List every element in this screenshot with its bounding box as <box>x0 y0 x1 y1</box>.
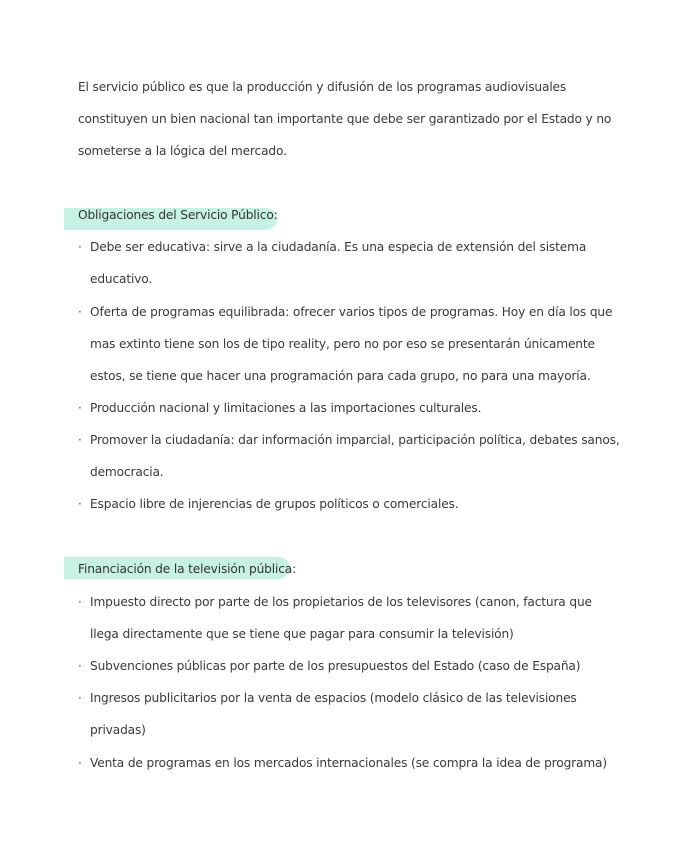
list-item-line: privadas) <box>90 723 146 737</box>
list-item-line: Producción nacional y limitaciones a las importaciones culturales. <box>90 401 482 415</box>
list-item-line: estos, se tiene que hacer una programación para cada grupo, no para una mayoría. <box>90 369 591 383</box>
list-item-line: Subvenciones públicas por parte de los presupuestos del Estado (caso de España) <box>90 659 581 673</box>
list-item-line: Oferta de programas equilibrada: ofrecer varios tipos de programas. Hoy en día los que <box>90 305 613 319</box>
intro-line: constituyen un bien nacional tan importante que debe ser garantizado por el Estado y no <box>78 112 612 126</box>
list-item-line: Espacio libre de injerencias de grupos políticos o comerciales. <box>90 497 459 511</box>
bullet-icon: · <box>78 595 82 609</box>
list-item-line: educativo. <box>90 272 153 286</box>
bullet-icon: · <box>78 659 82 673</box>
list-item-line: Promover la ciudadanía: dar información imparcial, participación política, debates sanos, <box>90 433 620 447</box>
list-item-line: Ingresos publicitarios por la venta de espacios (modelo clásico de las televisiones <box>90 691 577 705</box>
list-item-line: llega directamente que se tiene que pagar para consumir la televisión) <box>90 627 514 641</box>
bullet-icon: · <box>78 401 82 415</box>
bullet-icon: · <box>78 691 82 705</box>
list-item-line: Impuesto directo por parte de los propietarios de los televisores (canon, factura que <box>90 595 592 609</box>
intro-line: El servicio público es que la producción y difusión de los programas audiovisuales <box>78 80 567 94</box>
intro-line: someterse a la lógica del mercado. <box>78 144 287 158</box>
bullet-icon: · <box>78 305 82 319</box>
bullet-icon: · <box>78 240 82 254</box>
list-item-line: mas extinto tiene son los de tipo reality, pero no por eso se presentarán únicamente <box>90 337 595 351</box>
bullet-icon: · <box>78 756 82 770</box>
list-item-line: democracia. <box>90 465 164 479</box>
section-heading: Financiación de la televisión pública: <box>78 562 297 576</box>
list-item-line: Debe ser educativa: sirve a la ciudadanía. Es una especia de extensión del sistema <box>90 240 587 254</box>
section-heading: Obligaciones del Servicio Público: <box>78 208 278 222</box>
bullet-icon: · <box>78 497 82 511</box>
bullet-icon: · <box>78 433 82 447</box>
list-item-line: Venta de programas en los mercados internacionales (se compra la idea de programa) <box>90 756 607 770</box>
